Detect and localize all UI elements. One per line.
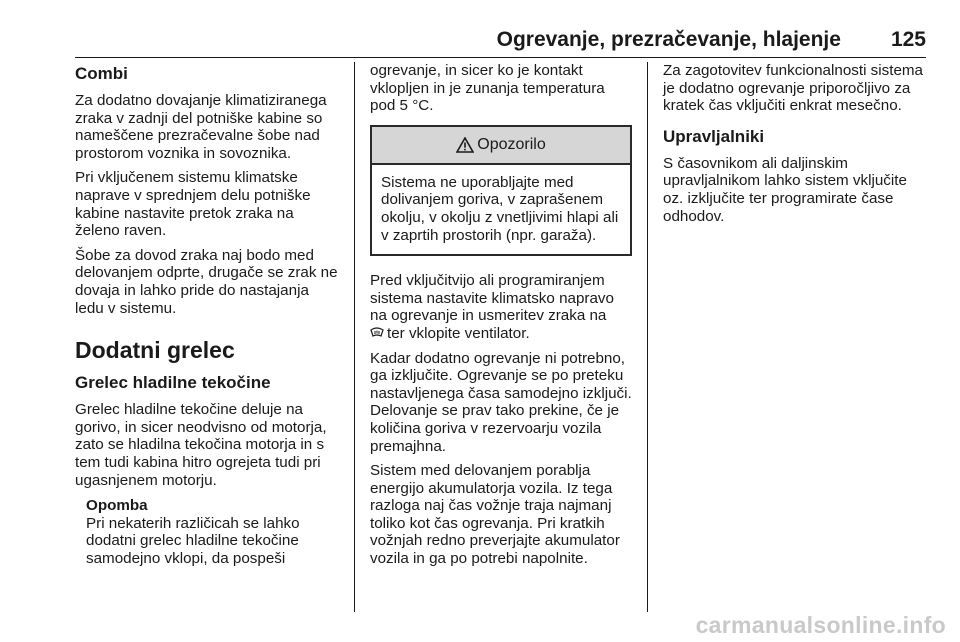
paragraph: Za zagotovitev funkcionalnosti sistema je dodatno ogrevanje priporočljivo za kratek čas vključiti enkrat mesečno. (663, 62, 924, 115)
column-divider-2 (647, 62, 648, 612)
paragraph: Za dodatno dovajanje klimatiziranega zraka v zadnji del potniške kabine so nameščene prezračevalne šobe nad prostorom voznika in sovoznika. (75, 92, 327, 162)
column-2 (370, 62, 632, 575)
column-divider-1 (354, 62, 355, 612)
header-rule (75, 57, 926, 58)
warning-text: Sistema ne uporabljajte med dolivanjem goriva, v zaprašenem okolju, v okolju z vnetljivimi hlapi ali v zaprtih prostorih (npr. garaža). (381, 173, 619, 244)
warning-triangle-icon (456, 137, 474, 153)
paragraph: Pri vključenem sistemu klimatske naprave v sprednjem delu potniške kabine nastavite pretok zraka na želeno raven. (75, 169, 311, 240)
heading-combi: Combi (75, 64, 128, 83)
section-title: Dodatni grelec (75, 337, 235, 364)
page-number: 125 (890, 28, 926, 51)
paragraph: Šobe za dovod zraka naj bodo med delovanjem odprte, drugače se zrak ne dovaja in lahko pride do nastajanja ledu v sistemu. (75, 246, 338, 317)
watermark: carmanualsonline.info (695, 612, 946, 638)
note-text: Pri nekaterih različicah se lahko dodatni grelec hladilne tekočine samodejno vklopi, da pospeši (86, 514, 300, 567)
paragraph: Sistem med delovanjem porablja energijo akumulatorja vozila. Iz tega razloga naj čas vožnje traja najmanj toliko kot čas ogrevanja. Pri kratkih vožnjah redno preverjajte akumulator vozila in ga po potrebi napolnite. (370, 462, 620, 568)
paragraph: ogrevanje, in sicer ko je kontakt vklopljen in je zunanja temperatura pod 5 °C. (370, 62, 605, 115)
paragraph: Grelec hladilne tekočine deluje na gorivo, in sicer neodvisno od motorja, zato se hladilna tekočina motorja in s tem tudi kabina hitro ogrejeta tudi pri ugasnjenem motorju. (75, 401, 327, 489)
page-header (75, 28, 926, 54)
warning-header (372, 127, 630, 165)
paragraph: S časovnikom ali daljinskim upravljalnikom lahko sistem vključite oz. izključite ter programirate čase odhodov. (663, 154, 907, 225)
paragraph (370, 272, 632, 342)
warning-title: Opozorilo (477, 135, 546, 153)
subheading: Grelec hladilne tekočine (75, 373, 271, 393)
note-title: Opomba (86, 497, 148, 515)
heading-controls: Upravljalniki (663, 126, 765, 146)
note (86, 497, 341, 567)
column-1 (75, 62, 341, 567)
windshield-defrost-icon (370, 327, 384, 339)
page-title: Ogrevanje, prezračevanje, hlajenje (496, 28, 841, 51)
warning-box (370, 125, 632, 256)
paragraph-text: Pred vključitvijo ali programiranjem sistema nastavite klimatsko napravo na ogrevanje in usmeritev zraka na (370, 272, 614, 325)
column-3 (663, 62, 925, 232)
paragraph-text: ter vklopite ventilator. (387, 324, 530, 342)
paragraph: Kadar dodatno ogrevanje ni potrebno, ga izključite. Ogrevanje se po preteku nastavljenega časa samodejno izključi. Delovanje se prav tako prekine, če je količina goriva v rezervoarju vozila premajhna. (370, 349, 632, 455)
